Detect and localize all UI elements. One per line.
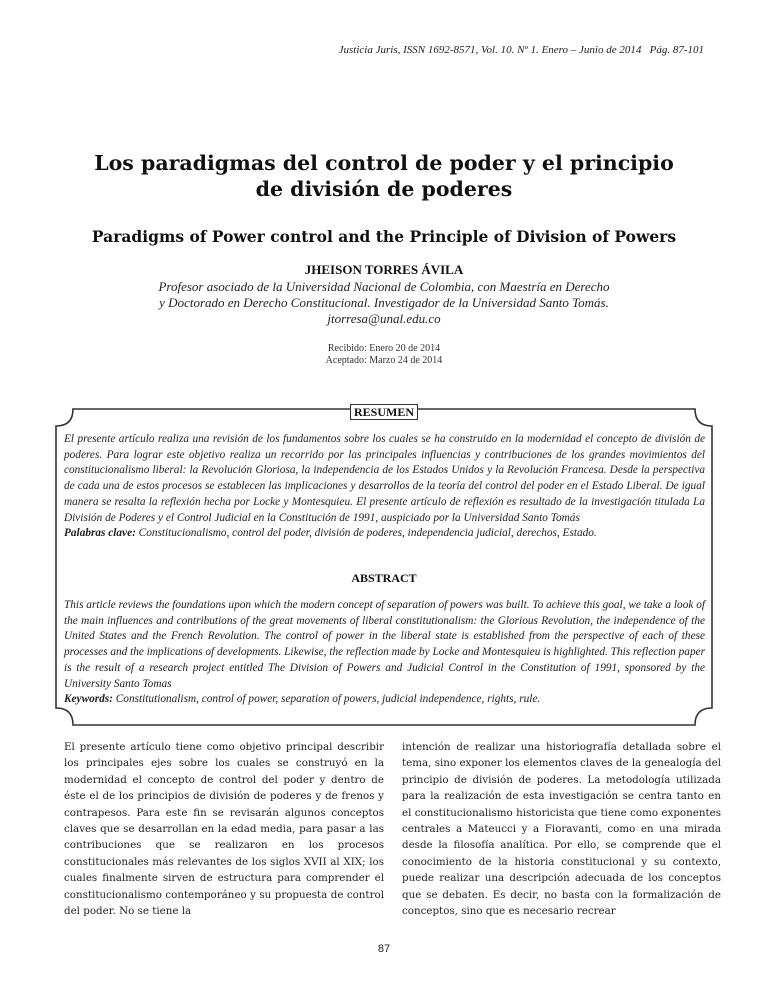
affiliation-line-1: Profesor asociado de la Universidad Nacional de Colombia, con Maestría en Derecho — [158, 279, 610, 294]
palabras-clave-label: Palabras clave: — [64, 527, 136, 540]
author-email: jtorresa@unal.edu.co — [327, 311, 441, 326]
body-column-left: El presente artículo tiene como objetivo principal describir los principales ejes sobre los cuales se construyó en la modernidad el concepto de control del poder y dentro de éste el de los principios de división de poderes y de frenos y contrapesos. Para este fin se revisarán algunos conceptos claves que se desarrollan en la edad media, para pasar a las contribuciones que se realizaron en los procesos constitucionales más relevantes de los siglos XVII al XIX; los cuales finalmente sirven de estructura para comprender el constitucionalismo contemporáneo y su propuesta de control del poder. No se tiene la — [64, 741, 384, 918]
abstract-heading: ABSTRACT — [351, 571, 417, 585]
keywords-label: Keywords: — [64, 693, 113, 706]
resumen-text: El presente artículo realiza una revisión de los fundamentos sobre los cuales se ha construido en la modernidad el concepto de división de poderes. Para lograr este objetivo realiza un recorrido por las principales influencias y contribuciones de los grandes movimientos del constitucionalismo liberal: la Revolución Gloriosa, la independencia de los Estados Unidos y la Revolución Francesa. Desde la perspectiva de cada una de estos procesos se establecen las implicaciones y desarrollos de la teoría del control del poder en el Estado Liberal. De igual manera se resalta la reflexión hecha por Locke y Montesquieu. El presente artículo de reflexión es resultado de la investigación titulada La División de Poderes y el Control Judicial en la Constitución de 1991, auspiciado por la Universidad Santo Tomás — [64, 433, 705, 524]
author-affiliation — [0, 279, 768, 327]
page-number: 87 — [377, 943, 391, 955]
accepted-date: Aceptado: Marzo 24 de 2014 — [325, 355, 443, 366]
received-date: Recibido: Enero 20 de 2014 — [327, 343, 441, 354]
submission-dates — [0, 343, 768, 367]
running-header: Justicia Juris, ISSN 1692-8571, Vol. 10. Nº 1. Enero – Junio de 2014 Pág. 87-101 — [338, 44, 704, 56]
article-title-english: Paradigms of Power control and the Principle of Division of Powers — [91, 227, 677, 246]
palabras-clave: Constitucionalismo, control del poder, división de poderes, independencia judicial, derechos, Estado. — [135, 527, 597, 540]
resumen-body — [64, 432, 705, 542]
body-column-right: intención de realizar una historiografía detallada sobre el tema, sino exponer los elementos claves de la genealogía del principio de división de poderes. La metodología utilizada para la realización de esta investigación se centra tanto en el constitucionalismo historicista que tiene como exponentes centrales a Mateucci y a Fioravanti, como en una mirada desde la filosofía analítica. Por ello, se comprende que el conocimiento de la historia constitucional y su contexto, puede realizar una descripción adecuada de los conceptos que se debaten. Es decir, no basta con la formalización de conceptos, sino que es necesario recrear — [402, 741, 721, 918]
resumen-label — [0, 401, 768, 420]
title-line-2: de división de poderes — [255, 177, 513, 201]
resumen-heading: RESUMEN — [350, 404, 418, 420]
author-name: JHEISON TORRES ÁVILA — [304, 262, 464, 277]
keywords: Constitutionalism, control of power, separation of powers, judicial independence, rights, rule. — [112, 693, 541, 706]
abstract-body — [64, 598, 705, 708]
abstract-text: This article reviews the foundations upon which the modern concept of separation of powers was built. To achieve this goal, we take a look of the main influences and contributions of the great movements of liberal constitutionalism: the Glorious Revolution, the independence of the United States and the French Revolution. The control of power in the liberal state is established from the perspective of each of these processes and the implications of developments. Likewise, the reflection made by Locke and Montesquieu is highlighted. This reflection paper is the result of a research project entitled The Division of Powers and Judicial Control in the Constitution of 1991, sponsored by the University Santo Tomas — [64, 599, 705, 690]
title-line-1: Los paradigmas del control de poder y el principio — [94, 151, 674, 175]
article-title-spanish — [0, 150, 768, 202]
affiliation-line-2: y Doctorado en Derecho Constitucional. Investigador de la Universidad Santo Tomás. — [159, 295, 609, 310]
